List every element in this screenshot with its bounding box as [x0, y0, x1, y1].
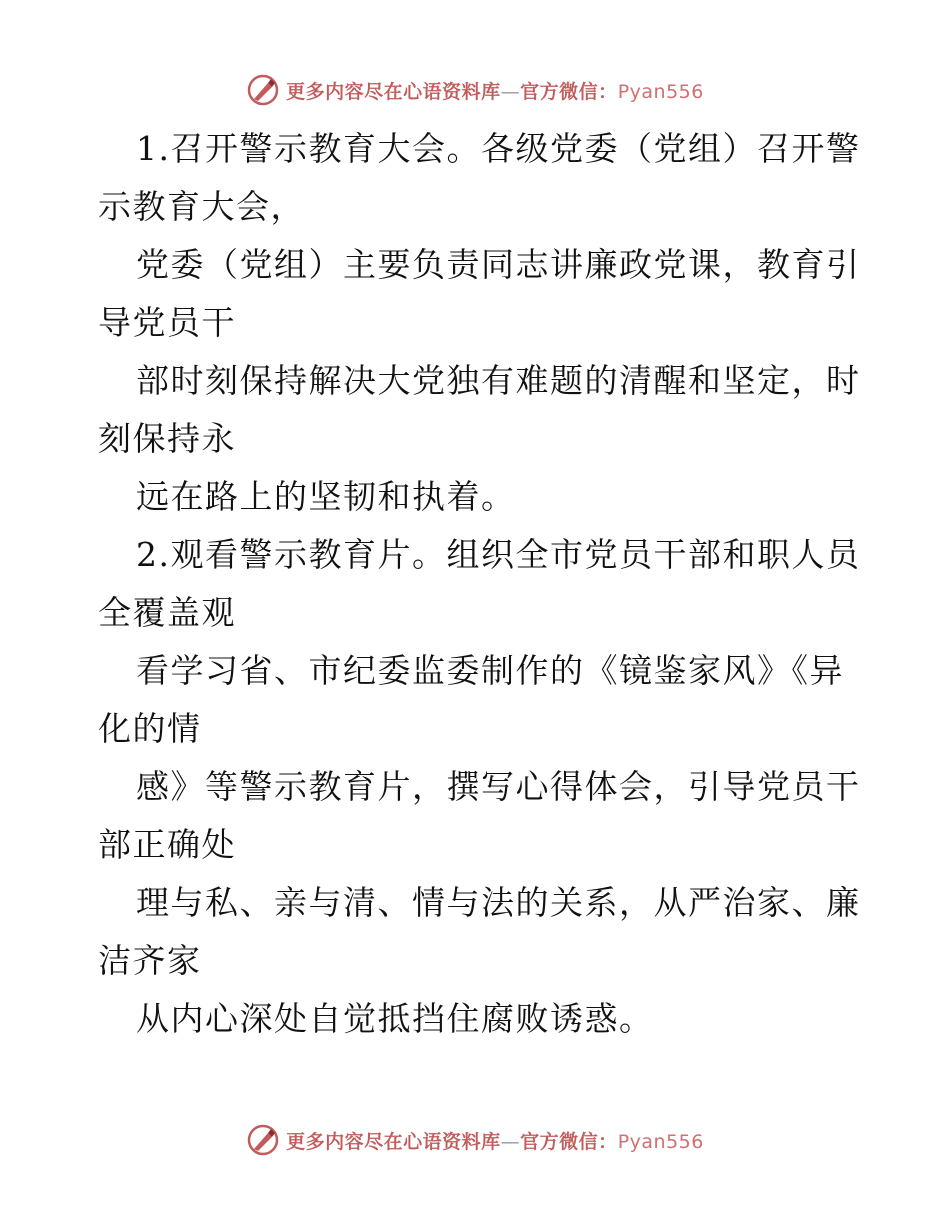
document-body	[98, 120, 861, 1048]
text-line: 理与私、亲与清、情与法的关系，从严治家、廉	[136, 883, 861, 922]
text-line: 2.观看警示教育片。组织全市党员干部和职人员	[136, 535, 861, 574]
footer-banner-text	[286, 1127, 704, 1154]
text-line: 部正确处	[98, 825, 236, 864]
header-wechat-id: Pyan556	[617, 80, 704, 103]
text-line: 部时刻保持解决大党独有难题的清醒和坚定，时	[136, 361, 861, 400]
text-line: 远在路上的坚韧和执着。	[136, 477, 516, 516]
text-line: 看学习省、市纪委监委制作的《镜鉴家风》《异	[136, 651, 844, 690]
text-line: 全覆盖观	[98, 593, 236, 632]
header-separator: —	[500, 80, 521, 103]
footer-site-text: 更多内容尽在心语资料库	[286, 1130, 501, 1153]
text-line: 刻保持永	[98, 419, 236, 458]
pen-logo-icon	[246, 1123, 280, 1157]
header-banner	[0, 70, 950, 110]
header-banner-text	[286, 77, 704, 104]
text-line: 1.召开警示教育大会。各级党委（党组）召开警	[136, 129, 861, 168]
text-line: 示教育大会，	[98, 187, 305, 226]
pen-logo-icon	[246, 73, 280, 107]
text-line: 从内心深处自觉抵挡住腐败诱惑。	[136, 999, 654, 1038]
text-line: 感》等警示教育片，撰写心得体会，引导党员干	[136, 767, 861, 806]
footer-wechat-id: Pyan556	[617, 1130, 704, 1153]
header-wechat-label: 官方微信：	[520, 80, 618, 103]
footer-wechat-label: 官方微信：	[520, 1130, 618, 1153]
footer-separator: —	[500, 1130, 521, 1153]
header-site-text: 更多内容尽在心语资料库	[286, 80, 501, 103]
text-line: 化的情	[98, 709, 202, 748]
text-line: 洁齐家	[98, 941, 202, 980]
text-line: 导党员干	[98, 303, 236, 342]
footer-banner	[0, 1120, 950, 1160]
text-line: 党委（党组）主要负责同志讲廉政党课，教育引	[136, 245, 861, 284]
